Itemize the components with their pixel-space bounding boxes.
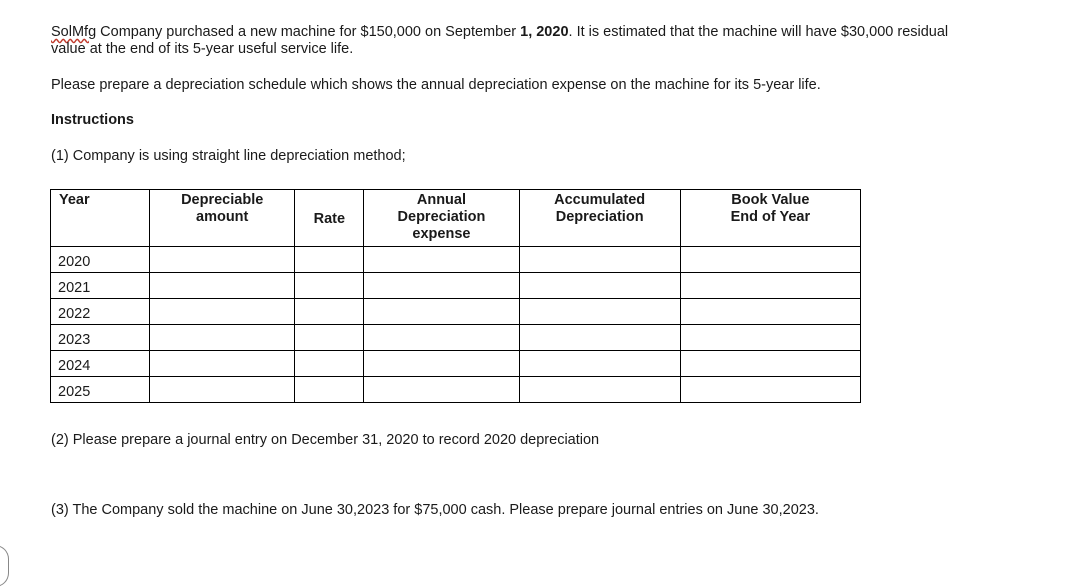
table-row (51, 325, 861, 351)
header-book-value: Book Value End of Year (680, 190, 860, 247)
annual-depreciation-cell[interactable] (364, 273, 519, 299)
annual-depreciation-cell[interactable] (364, 351, 519, 377)
book-value-cell[interactable] (680, 351, 860, 377)
instructions-heading: Instructions (51, 112, 134, 128)
annual-depreciation-cell[interactable] (364, 247, 519, 273)
accumulated-depreciation-cell[interactable] (519, 273, 680, 299)
intro-line-1 (51, 24, 948, 41)
rate-cell[interactable] (295, 351, 364, 377)
year-cell: 2021 (51, 273, 150, 299)
header-depreciable-amount: Depreciable amount (150, 190, 295, 247)
table-row (51, 299, 861, 325)
year-cell: 2024 (51, 351, 150, 377)
page-edge-bracket (0, 545, 9, 587)
book-value-cell[interactable] (680, 299, 860, 325)
depreciation-schedule-table (50, 189, 861, 403)
cutoff-header (48, 0, 788, 4)
company-name: SolMfg (51, 24, 97, 40)
intro-text-1: Company purchased a new machine for $150,000 on September (96, 24, 521, 40)
rate-cell[interactable] (295, 247, 364, 273)
accumulated-depreciation-cell[interactable] (519, 325, 680, 351)
rate-cell[interactable] (295, 377, 364, 403)
year-cell: 2023 (51, 325, 150, 351)
schedule-prompt: Please prepare a depreciation schedule which shows the annual depreciation expense on the machine for its 5-year life. (51, 77, 821, 93)
annual-depreciation-cell[interactable] (364, 299, 519, 325)
header-year: Year (51, 190, 150, 247)
rate-cell[interactable] (295, 299, 364, 325)
year-cell: 2025 (51, 377, 150, 403)
intro-line-2: value at the end of its 5-year useful service life. (51, 41, 354, 57)
rate-cell[interactable] (295, 325, 364, 351)
annual-depreciation-cell[interactable] (364, 325, 519, 351)
book-value-cell[interactable] (680, 325, 860, 351)
year-cell: 2022 (51, 299, 150, 325)
book-value-cell[interactable] (680, 273, 860, 299)
instruction-1: (1) Company is using straight line depreciation method; (51, 148, 406, 164)
book-value-cell[interactable] (680, 247, 860, 273)
depreciable-amount-cell[interactable] (150, 299, 295, 325)
intro-text-2: . It is estimated that the machine will have $30,000 residual (568, 24, 949, 40)
header-rate: Rate (295, 190, 364, 247)
header-accumulated-depreciation: Accumulated Depreciation (519, 190, 680, 247)
accumulated-depreciation-cell[interactable] (519, 351, 680, 377)
accumulated-depreciation-cell[interactable] (519, 247, 680, 273)
depreciable-amount-cell[interactable] (150, 325, 295, 351)
header-annual-depreciation: Annual Depreciation expense (364, 190, 519, 247)
year-cell: 2020 (51, 247, 150, 273)
table-header-row (51, 190, 861, 247)
table-row (51, 273, 861, 299)
table-row (51, 351, 861, 377)
purchase-date: 1, 2020 (520, 24, 569, 40)
depreciable-amount-cell[interactable] (150, 351, 295, 377)
depreciable-amount-cell[interactable] (150, 273, 295, 299)
instruction-2: (2) Please prepare a journal entry on December 31, 2020 to record 2020 depreciation (51, 432, 600, 448)
annual-depreciation-cell[interactable] (364, 377, 519, 403)
accumulated-depreciation-cell[interactable] (519, 299, 680, 325)
book-value-cell[interactable] (680, 377, 860, 403)
instruction-3: (3) The Company sold the machine on June 30,2023 for $75,000 cash. Please prepare journal entries on June 30,2023. (51, 502, 819, 518)
table-row (51, 377, 861, 403)
accumulated-depreciation-cell[interactable] (519, 377, 680, 403)
depreciable-amount-cell[interactable] (150, 247, 295, 273)
table-row (51, 247, 861, 273)
rate-cell[interactable] (295, 273, 364, 299)
depreciable-amount-cell[interactable] (150, 377, 295, 403)
